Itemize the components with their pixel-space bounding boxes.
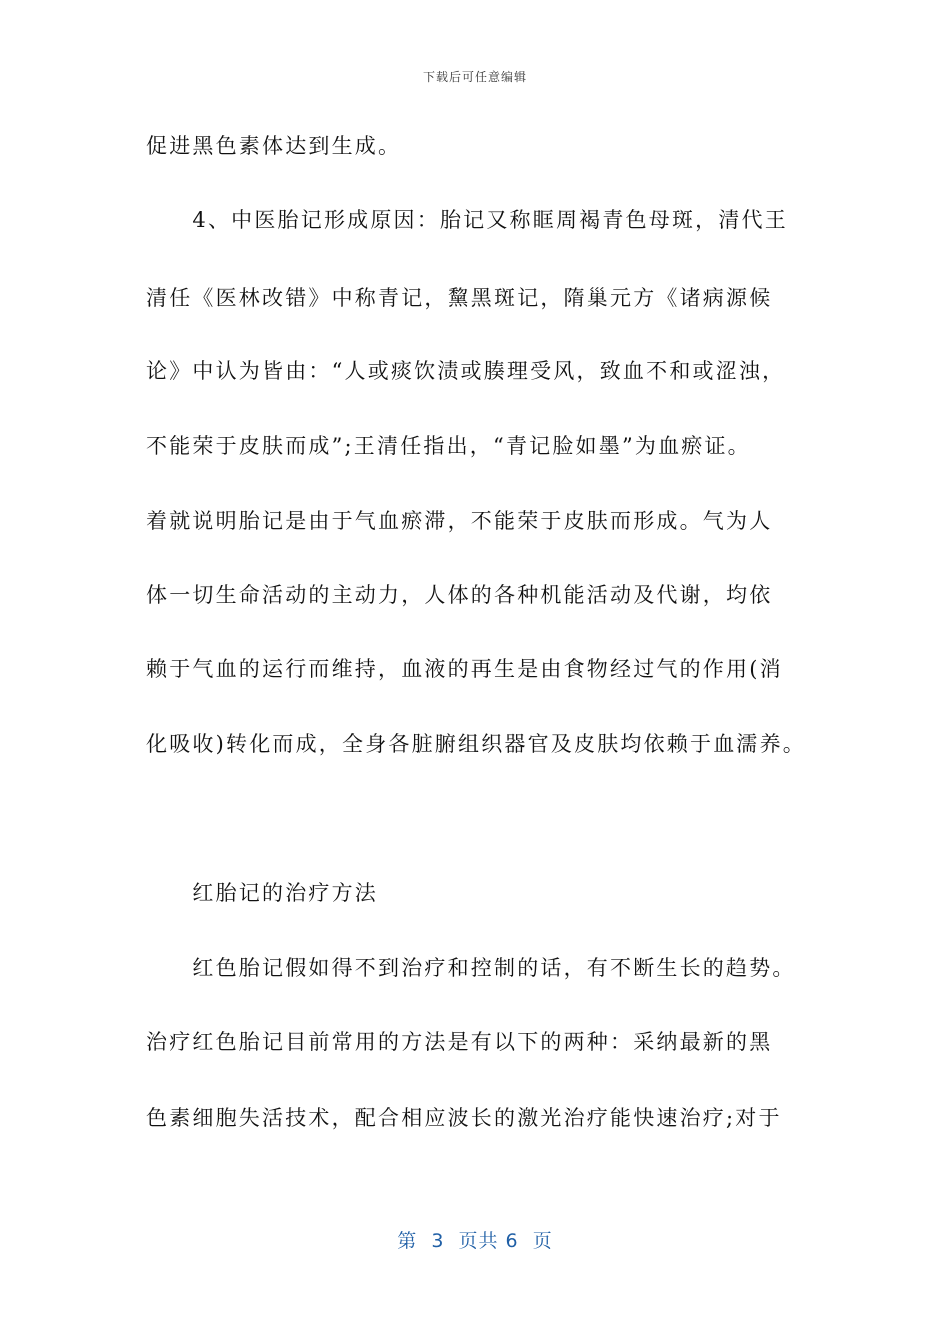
text-line-13: 色素细胞失活技术，配合相应波长的激光治疗能快速治疗;对于 (146, 1106, 782, 1130)
text-line-2: 4、中医胎记形成原因：胎记又称眶周褐青色母斑，清代王 (146, 208, 788, 232)
text-line-3: 清任《医林改错》中称青记，黧黑斑记，隋巢元方《诸病源候 (146, 286, 773, 310)
header-note: 下载后可任意编辑 (422, 70, 527, 84)
section-heading: 红胎记的治疗方法 (146, 881, 378, 905)
text-line-4: 论》中认为皆由：“人或痰饮渍或腠理受风，致血不和或涩浊， (146, 359, 786, 383)
page-number-footer: 第 3 页共 6 页 (397, 1230, 553, 1252)
text-line-7: 体一切生命活动的主动力，人体的各种机能活动及代谢，均依 (146, 583, 773, 607)
text-line-11: 红色胎记假如得不到治疗和控制的话，有不断生长的趋势。 (146, 956, 796, 980)
text-line-9: 化吸收)转化而成，全身各脏腑组织器官及皮肤均依赖于血濡养。 (146, 732, 806, 756)
text-line-12: 治疗红色胎记目前常用的方法是有以下的两种：采纳最新的黑 (146, 1030, 773, 1054)
text-line-5: 不能荣于皮肤而成”;王清任指出，“青记脸如墨”为血瘀证。 (146, 434, 751, 458)
text-line-1: 促进黑色素体达到生成。 (146, 134, 402, 158)
text-line-8: 赖于气血的运行而维持，血液的再生是由食物经过气的作用(消 (146, 657, 783, 681)
text-line-6: 着就说明胎记是由于气血瘀滞，不能荣于皮肤而形成。气为人 (146, 509, 773, 533)
